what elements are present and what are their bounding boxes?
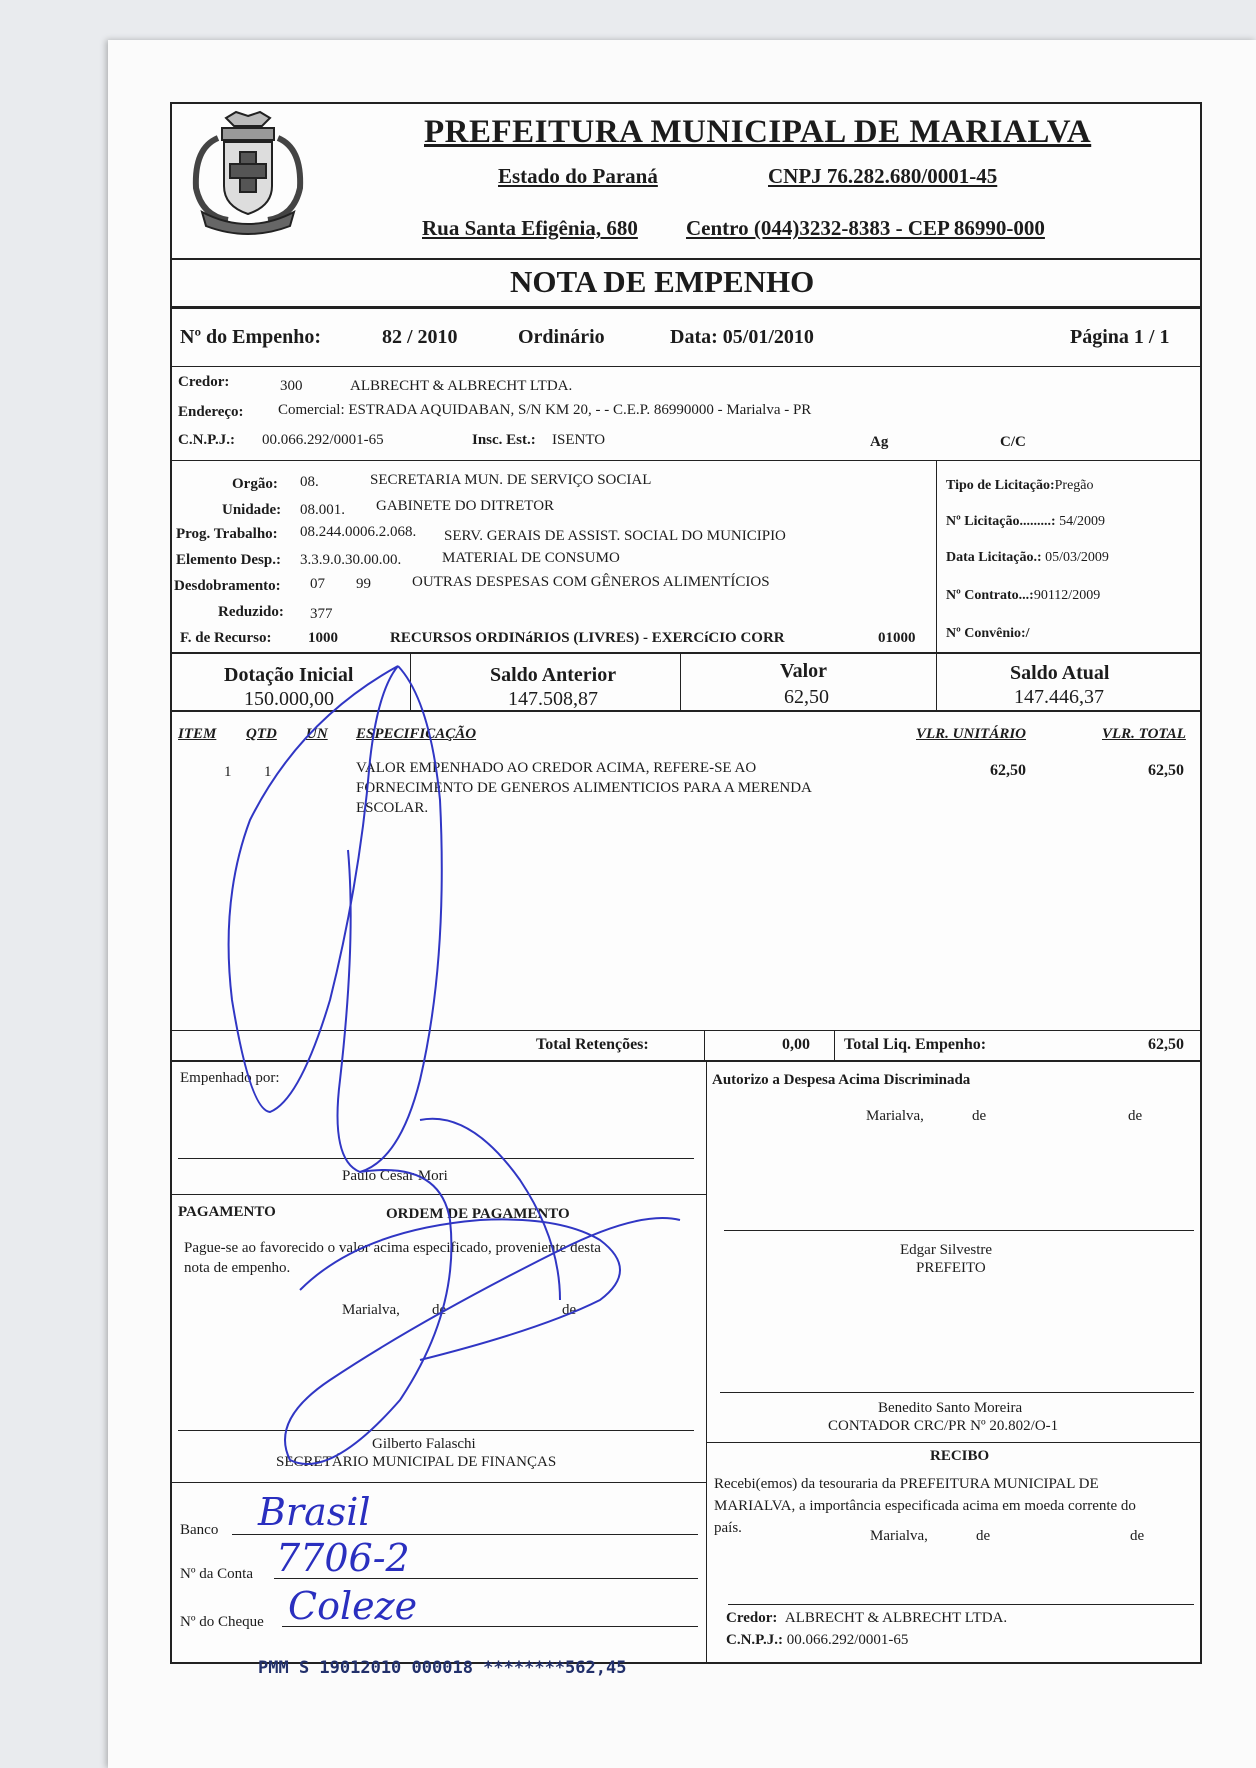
total-retencoes-value: 0,00 xyxy=(782,1036,810,1053)
divider xyxy=(172,306,1200,309)
pagamento-de2: de xyxy=(562,1302,577,1318)
prog-trabalho-desc: SERV. GERAIS DE ASSIST. SOCIAL DO MUNICIPIO xyxy=(444,528,786,544)
numero-convenio-label: Nº Convênio:/ xyxy=(946,626,1030,641)
fonte-recurso-code: 1000 xyxy=(308,630,338,646)
prog-trabalho-label: Prog. Trabalho: xyxy=(176,526,278,542)
recibo-text-line2: MARIALVA, a importância especificada acima em moeda corrente do xyxy=(714,1498,1136,1514)
col-header-valor-unitario: VLR. UNITÁRIO xyxy=(916,726,1027,742)
autorizo-title: Autorizo a Despesa Acima Discriminada xyxy=(712,1072,971,1088)
recibo-city: Marialva, xyxy=(870,1528,928,1544)
secretario-role: SECRETÁRIO MUNICIPAL DE FINANÇAS xyxy=(276,1454,557,1470)
row-valor-total: 62,50 xyxy=(1148,762,1184,779)
col-header-un: UN xyxy=(306,726,328,742)
numero-contrato xyxy=(946,588,1100,604)
numero-licitacao-label: Nº Licitação.........: xyxy=(946,514,1056,529)
empenho-number-label: Nº do Empenho: xyxy=(180,326,322,348)
divider-vertical xyxy=(410,652,411,710)
divider xyxy=(706,1442,1200,1443)
divider xyxy=(172,1060,1200,1062)
tipo-licitacao-label: Tipo de Licitação: xyxy=(946,478,1055,493)
divider-vertical xyxy=(936,460,937,652)
empenhado-por-name: Paulo César Mori xyxy=(342,1168,448,1184)
autorizo-de1: de xyxy=(972,1108,987,1124)
numero-contrato-value: 90112/2009 xyxy=(1033,588,1101,603)
data-licitacao-label: Data Licitação.: xyxy=(946,550,1042,565)
divider xyxy=(172,460,1200,461)
ordem-pagamento-label: ORDEM DE PAGAMENTO xyxy=(386,1206,570,1222)
fonte-recurso-num: 01000 xyxy=(878,630,916,646)
total-retencoes-label: Total Retenções: xyxy=(536,1036,649,1053)
recibo-credor xyxy=(726,1610,1007,1627)
handwritten-banco: Brasil xyxy=(258,1490,371,1534)
empenhado-por-label: Empenhado por: xyxy=(180,1070,280,1086)
col-header-especificacao: ESPECIFICAÇÃO xyxy=(356,726,477,742)
agencia-label: Ag xyxy=(870,434,889,450)
endereco-value: Comercial: ESTRADA AQUIDABAN, S/N KM 20, - - C.E.P. 86990000 - Marialva - PR xyxy=(278,402,812,418)
signature-line xyxy=(178,1158,694,1159)
row-valor-unitario: 62,50 xyxy=(990,762,1026,779)
orgao-label: Orgão: xyxy=(232,476,278,492)
secretario-name: Gilberto Falaschi xyxy=(372,1436,476,1452)
recibo-de1: de xyxy=(976,1528,991,1544)
prog-trabalho-code: 08.244.0006.2.068. xyxy=(300,524,417,540)
col-header-qtd: QTD xyxy=(246,726,277,742)
divider xyxy=(172,258,1200,260)
cnpj-value: 00.066.292/0001-65 xyxy=(262,432,384,448)
divider-vertical xyxy=(706,1060,707,1662)
divider xyxy=(172,652,1200,654)
row-spec-line2: FORNECIMENTO DE GENEROS ALIMENTICIOS PARA A MERENDA xyxy=(356,780,812,796)
recibo-de2: de xyxy=(1130,1528,1145,1544)
tipo-licitacao-value: Pregão xyxy=(1054,478,1094,493)
handwritten-cheque: Coleze xyxy=(288,1584,418,1628)
municipal-crest-icon xyxy=(178,108,318,238)
data-licitacao-value: 05/03/2009 xyxy=(1045,550,1109,565)
numero-licitacao xyxy=(946,514,1105,530)
cheque-label: Nº do Cheque xyxy=(180,1614,264,1630)
divider xyxy=(172,1482,706,1483)
pagamento-label: PAGAMENTO xyxy=(178,1204,276,1220)
data-licitacao xyxy=(946,550,1109,566)
state-name: Estado do Paraná xyxy=(498,164,658,188)
address-contact: Centro (044)3232-8383 - CEP 86990-000 xyxy=(686,216,1045,240)
total-liquido-label: Total Liq. Empenho: xyxy=(844,1036,987,1053)
fonte-recurso-desc: RECURSOS ORDINáRIOS (LIVRES) - EXERCíCIO CORR xyxy=(390,630,785,646)
recibo-cnpj-label: C.N.P.J.: xyxy=(726,1632,783,1648)
divider xyxy=(172,366,1200,367)
row-item: 1 xyxy=(224,764,232,780)
page-number: Página 1 / 1 xyxy=(1070,326,1170,348)
recibo-text-line1: Recebi(emos) da tesouraria da PREFEITURA MUNICIPAL DE xyxy=(714,1476,1099,1492)
conta-corrente-label: C/C xyxy=(1000,434,1026,450)
recibo-credor-label: Credor: xyxy=(726,1610,778,1626)
col-header-item: ITEM xyxy=(178,726,217,742)
signature-line xyxy=(728,1604,1194,1605)
signature-line xyxy=(724,1230,1194,1231)
address-street: Rua Santa Efigênia, 680 xyxy=(422,216,638,240)
desdobramento-desc: OUTRAS DESPESAS COM GÊNEROS ALIMENTÍCIOS xyxy=(412,574,770,590)
dotacao-inicial-value: 150.000,00 xyxy=(244,688,334,710)
divider-vertical xyxy=(680,652,681,710)
footer-stamp: PMM S 19012010 000018 ********562,45 xyxy=(258,1658,627,1678)
banco-line xyxy=(232,1534,698,1535)
tipo-licitacao xyxy=(946,478,1094,494)
total-liquido-value: 62,50 xyxy=(1148,1036,1184,1053)
insc-est-label: Insc. Est.: xyxy=(472,432,536,448)
elemento-code: 3.3.9.0.30.00.00. xyxy=(300,552,402,568)
recibo-credor-value: ALBRECHT & ALBRECHT LTDA. xyxy=(784,1610,1008,1626)
conta-label: Nº da Conta xyxy=(180,1566,253,1582)
elemento-desc: MATERIAL DE CONSUMO xyxy=(442,550,620,566)
numero-licitacao-value: 54/2009 xyxy=(1059,514,1105,529)
divider xyxy=(172,1030,1200,1031)
reduzido-label: Reduzido: xyxy=(218,604,284,620)
banco-label: Banco xyxy=(180,1522,219,1538)
orgao-code: 08. xyxy=(300,474,319,490)
orgao-desc: SECRETARIA MUN. DE SERVIÇO SOCIAL xyxy=(370,472,652,488)
row-spec-line1: VALOR EMPENHADO AO CREDOR ACIMA, REFERE-SE AO xyxy=(356,760,757,776)
reduzido-value: 377 xyxy=(310,606,333,622)
contador-role: CONTADOR CRC/PR Nº 20.802/O-1 xyxy=(828,1418,1059,1434)
saldo-atual-value: 147.446,37 xyxy=(1014,686,1104,708)
saldo-atual-label: Saldo Atual xyxy=(1010,662,1110,684)
contador-name: Benedito Santo Moreira xyxy=(878,1400,1023,1416)
row-spec-line3: ESCOLAR. xyxy=(356,800,429,816)
recibo-cnpj-value: 00.066.292/0001-65 xyxy=(786,1632,909,1648)
desdobramento-code1: 07 xyxy=(310,576,325,592)
numero-contrato-label: Nº Contrato...: xyxy=(946,588,1034,603)
pagamento-de1: de xyxy=(432,1302,447,1318)
credor-code: 300 xyxy=(280,378,303,394)
autorizo-de2: de xyxy=(1128,1108,1143,1124)
pagamento-city: Marialva, xyxy=(342,1302,400,1318)
prefeito-role: PREFEITO xyxy=(916,1260,986,1276)
credor-name: ALBRECHT & ALBRECHT LTDA. xyxy=(350,378,573,394)
divider-vertical xyxy=(704,1030,705,1060)
credor-label: Credor: xyxy=(178,374,230,390)
insc-est-value: ISENTO xyxy=(552,432,606,448)
autorizo-city: Marialva, xyxy=(866,1108,924,1124)
nota-de-empenho-form xyxy=(170,102,1202,1664)
desdobramento-label: Desdobramento: xyxy=(174,578,281,594)
endereco-label: Endereço: xyxy=(178,404,244,420)
pagamento-text-line2: nota de empenho. xyxy=(184,1260,291,1276)
valor-value: 62,50 xyxy=(784,686,829,708)
recibo-text-line3: país. xyxy=(714,1520,742,1536)
unidade-code: 08.001. xyxy=(300,502,345,518)
saldo-anterior-label: Saldo Anterior xyxy=(490,664,617,686)
city-hall-title: PREFEITURA MUNICIPAL DE MARIALVA xyxy=(424,114,1092,150)
fonte-recurso-label: F. de Recurso: xyxy=(180,630,272,646)
valor-label: Valor xyxy=(780,660,828,682)
col-header-valor-total: VLR. TOTAL xyxy=(1102,726,1186,742)
divider-vertical xyxy=(936,652,937,710)
row-qtd: 1 xyxy=(264,764,272,780)
divider xyxy=(172,710,1200,712)
pagamento-text-line1: Pague-se ao favorecido o valor acima especificado, proveniente desta xyxy=(184,1240,601,1256)
recibo-cnpj xyxy=(726,1632,908,1649)
dotacao-inicial-label: Dotação Inicial xyxy=(224,664,354,686)
document-title: NOTA DE EMPENHO xyxy=(510,264,815,299)
unidade-desc: GABINETE DO DITRETOR xyxy=(376,498,555,514)
signature-line xyxy=(178,1430,694,1431)
handwritten-conta: 7706-2 xyxy=(276,1536,410,1580)
saldo-anterior-value: 147.508,87 xyxy=(508,688,598,710)
empenho-date: Data: 05/01/2010 xyxy=(670,326,814,348)
prefeito-name: Edgar Silvestre xyxy=(900,1242,993,1258)
desdobramento-code2: 99 xyxy=(356,576,371,592)
elemento-label: Elemento Desp.: xyxy=(176,552,281,568)
empenho-type: Ordinário xyxy=(518,326,605,348)
unidade-label: Unidade: xyxy=(222,502,282,518)
divider-vertical xyxy=(834,1030,835,1060)
recibo-title: RECIBO xyxy=(930,1448,990,1464)
empenho-number: 82 / 2010 xyxy=(382,326,458,348)
signature-line xyxy=(720,1392,1194,1393)
city-cnpj: CNPJ 76.282.680/0001-45 xyxy=(768,164,998,188)
cnpj-label: C.N.P.J.: xyxy=(178,432,235,448)
divider xyxy=(172,1194,706,1195)
